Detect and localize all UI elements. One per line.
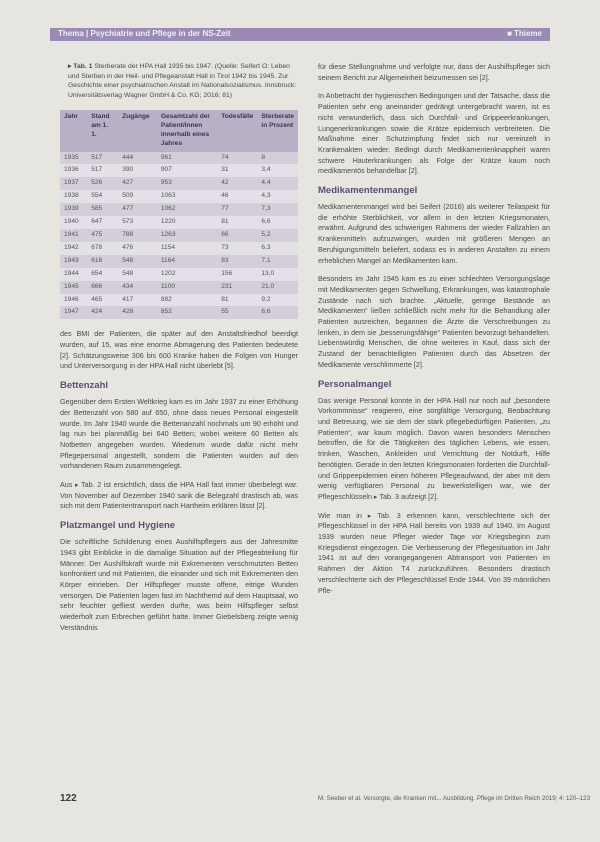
table-cell: 3,4 <box>257 164 298 177</box>
table-cell: 77 <box>217 203 257 216</box>
table-cell: 554 <box>87 190 118 203</box>
right-column <box>318 62 550 604</box>
table-cell: 417 <box>118 294 157 307</box>
table-row <box>60 294 298 307</box>
paragraph: Medikamentenmangel wird bei Seifert (2016) als weiterer Teilaspekt für die erhöhte Sterblichkeit, vor allem in den letzten Kriegsmonaten, erwähnt. Aufgrund des schwierigen Rahmens der wieder Fallzahlen an Krankenmitteln aufzuzwingen, wurden mit größeren Mengen an Beruhigungsmitteln beliefert, sodass es in anderen Anstalten zu einem erheblichen Mangel an Medikamenten kam. <box>318 202 550 265</box>
table-cell: 1939 <box>60 203 87 216</box>
table-cell: 465 <box>87 294 118 307</box>
paragraph: Aus ▸ Tab. 2 ist ersichtlich, dass die HPA Hall fast immer überbelegt war. Von November auf Dezember 1940 sank die Belegzahl drastisch ab, was sich mit dem Patiententransport nach Hartheim erklären lässt [2]. <box>60 480 298 511</box>
table-header-cell: Stand am 1. 1. <box>87 110 118 151</box>
table-cell: 156 <box>217 268 257 281</box>
table-header-cell: Gesamtzahl der Patient/innen innerhalb eines Jahres <box>157 110 217 151</box>
table-cell: 8 <box>257 152 298 165</box>
table-cell: 585 <box>87 203 118 216</box>
table-cell: 573 <box>118 216 157 229</box>
table-row <box>60 152 298 165</box>
table-cell: 1947 <box>60 306 87 319</box>
table-cell: 678 <box>87 242 118 255</box>
table-cell: 1154 <box>157 242 217 255</box>
table-cell: 4,3 <box>257 190 298 203</box>
table-cell: 5,2 <box>257 229 298 242</box>
table-cell: 654 <box>87 268 118 281</box>
table-cell: 428 <box>118 306 157 319</box>
table-cell: 1100 <box>157 281 217 294</box>
table-caption-label: ▸ Tab. 1 <box>68 63 93 70</box>
table-row <box>60 177 298 190</box>
table-row <box>60 203 298 216</box>
table-cell: 1941 <box>60 229 87 242</box>
table-cell: 616 <box>87 255 118 268</box>
table-cell: 526 <box>87 177 118 190</box>
table-header-cell: Jahr <box>60 110 87 151</box>
table-cell: 7,3 <box>257 203 298 216</box>
table-row <box>60 255 298 268</box>
table-row <box>60 229 298 242</box>
table-cell: 1202 <box>157 268 217 281</box>
table-header-cell: Sterberate in Prozent <box>257 110 298 151</box>
paragraph: Gegenüber dem Ersten Weltkrieg kam es im Jahr 1937 zu einer Erhöhung der Bettenzahl von 580 auf 650, ohne dass neues Personal eingestellt wurde. Im Jahr 1940 wurde die Bettenanzahl nochmals um 90 erhöht und lag nun bei planmäßig bei 640 Betten; wobei weitere 60 Betten als Notbetten angegeben wurden. Wiederum wurde dafür nicht mehr Pflegepersonal angestellt, sondern die Patienten wurden auf den vorhandenen Raum zusammengelegt. <box>60 397 298 471</box>
table-cell: 83 <box>217 255 257 268</box>
paragraph: Das wenige Personal konnte in der HPA Hall nur noch auf „besondere Vorkommnisse“ reagieren, eine sorgfältige Versorgung, Beobachtung und Betreuung, wie sie dem der stark pflegebedürftigen Patienten, „zu Patienten“, war kaum möglich. Davon waren besonders Menschen betroffen, die für die Tätigkeiten des täglichen Lebens, wie essen, trinken, Waschen, Ankleiden und Verrichtung der Notdurft, Hilfe benötigten. Gerade in den letzten Kriegsmonaten forderten die Durchfall- und Grippeepidemien einen höheren Pflegeaufwand, der aber mit dem wenig verfügbaren Personal zu bewerkstelligen war, wie der Pflegeschlüsseln ▸ Tab. 3 aufzeigt [2]. <box>318 395 550 501</box>
table-row <box>60 216 298 229</box>
section-heading-medikamentenmangel: Medikamentenmangel <box>318 185 418 197</box>
table-cell: 476 <box>118 242 157 255</box>
table-header-cell: Todesfälle <box>217 110 257 151</box>
table-cell: 1937 <box>60 177 87 190</box>
table-cell: 31 <box>217 164 257 177</box>
table-cell: 9,2 <box>257 294 298 307</box>
table-cell: 1263 <box>157 229 217 242</box>
table-cell: 1935 <box>60 152 87 165</box>
table-cell: 427 <box>118 177 157 190</box>
paragraph: Die schriftliche Schilderung eines Aushilfspflegers aus der Jahresmitte 1943 gibt Einblicke in die damalige Situation auf der Pflegeabteilung für Männer. Der Aushilfskraft wurde mit Exkrementen verschmutzten Betten konfrontiert und mit Patienten, die einander und sich mit Exkrementen den Körper einrieben. Der Hilfspfleger musste offene, eitrige Wunden versorgen. Die Patienten lagen fast im Nachthemd auf dem Hauptsaal, wo sehr feuchter gefliest werden durfte, was beim Hilfspfleger selbst wiederholt zum Erbrechen geführt hatte. Immer Giebelsberg zeigte wenig Verständnis <box>60 537 298 632</box>
table-cell: 231 <box>217 281 257 294</box>
table-cell: 548 <box>118 268 157 281</box>
table-cell: 55 <box>217 306 257 319</box>
table-cell: 852 <box>157 306 217 319</box>
table-cell: 548 <box>118 255 157 268</box>
table-cell: 907 <box>157 164 217 177</box>
table-cell: 434 <box>118 281 157 294</box>
table-cell: 517 <box>87 164 118 177</box>
table-row <box>60 164 298 177</box>
table-cell: 1062 <box>157 203 217 216</box>
table-cell: 424 <box>87 306 118 319</box>
table-body <box>60 152 298 320</box>
table-cell: 1945 <box>60 281 87 294</box>
table-cell: 74 <box>217 152 257 165</box>
header-title: Thema | Psychiatrie und Pflege in der NS-Zeit <box>58 29 231 38</box>
table-cell: 1946 <box>60 294 87 307</box>
table-cell: 1220 <box>157 216 217 229</box>
table-cell: 13,0 <box>257 268 298 281</box>
table-cell: 46 <box>217 190 257 203</box>
table-cell: 81 <box>217 294 257 307</box>
section-heading-personalmangel: Personalmangel <box>318 378 392 390</box>
publisher-text: Thieme <box>513 29 542 38</box>
table-row <box>60 306 298 319</box>
table-cell: 961 <box>157 152 217 165</box>
table-cell: 1940 <box>60 216 87 229</box>
paragraph: des BMI der Patienten, die später auf den Anstaltsfriedhof beerdigt wurden, auf 15, was eine enorme Abmagerung des Patienten bedeutete [2]. Schätzungsweise 306 bis 600 Kranke haben die Folgen von Hunger und Unterversorgung in der HPA Hall nicht überlebt [5]. <box>60 329 298 371</box>
table-cell: 444 <box>118 152 157 165</box>
table-cell: 1942 <box>60 242 87 255</box>
table-cell: 1063 <box>157 190 217 203</box>
paragraph: Wie man in ▸ Tab. 3 erkennen kann, verschlechterte sich der Pflegeschlüssel in der HPA Hall bereits von 1939 auf 1940. Im August 1939 wurden neue Pfleger wieder Tage vor Kriegsbeginn zum Kriegsdienst eingezogen. Die Verbesserung der Pflegesituation im Jahr 1941 ist auf den vorangegangenen Abtransport von Patienten im Rahmen der Aktion T4 zurückzuführen. Besonders drastisch verschlechterte sich der Pflegeschlüssel Ende 1944. Von 39 männlichen Pfle- <box>318 510 550 595</box>
publisher-label <box>507 29 542 38</box>
mortality-table <box>60 110 298 319</box>
table-cell: 6,6 <box>257 216 298 229</box>
table-caption <box>68 62 298 100</box>
table-cell: 6,6 <box>257 306 298 319</box>
table-cell: 390 <box>118 164 157 177</box>
table-cell: 647 <box>87 216 118 229</box>
left-column <box>60 62 298 642</box>
table-row <box>60 268 298 281</box>
paragraph: Besonders im Jahr 1945 kam es zu einer schlechten Versorgungslage mit Medikamenten gegen Schwellung, Erkrankungen, was katastrophale Zustände nach sich brachte. „Aktuelle, geringe Bestände an Medikamenten“ ließen schließlich nicht mehr für die Behandlung aller Patienten ausreichen, begannen die Ärzte die Verschreibungen zu lenken, in dem sie „besserungsfähige“ Patienten bevorzugt behandelten. Liebenswürdig Menschen, die ohne weiteres in Kauf, dass sich der Zustand der benachteiligten Patienten durch das Absetzen der Medikamente verschlimmerte [2]. <box>318 274 550 369</box>
table-caption-text: Sterberate der HPA Hall 1935 bis 1947. (Quelle: Seifert O: Leben und Sterben in der Heil- und Pflegeanstalt Hall in Tirol 1942 bis 1945. Zur Geschichte einer psychiatrischen Anstalt im Nationalsozialismus. Innsbruck: Universitätsverlag Wagner GmbH & Co. KG; 2016: 81) <box>68 63 297 99</box>
table-cell: 1938 <box>60 190 87 203</box>
publisher-logo-icon: ■ <box>507 29 512 38</box>
table-cell: 73 <box>217 242 257 255</box>
page-number: 122 <box>60 793 77 804</box>
table-cell: 1943 <box>60 255 87 268</box>
table-cell: 475 <box>87 229 118 242</box>
table-cell: 509 <box>118 190 157 203</box>
table-cell: 42 <box>217 177 257 190</box>
table-row <box>60 190 298 203</box>
section-heading-bettenzahl: Bettenzahl <box>60 380 109 392</box>
table-cell: 1944 <box>60 268 87 281</box>
table-header-row <box>60 110 298 151</box>
table-header-cell: Zugänge <box>118 110 157 151</box>
table-row <box>60 281 298 294</box>
table-cell: 81 <box>217 216 257 229</box>
table-cell: 788 <box>118 229 157 242</box>
table-cell: 1164 <box>157 255 217 268</box>
table-cell: 7,1 <box>257 255 298 268</box>
table-cell: 882 <box>157 294 217 307</box>
table-cell: 21,0 <box>257 281 298 294</box>
table-cell: 6,3 <box>257 242 298 255</box>
table-cell: 477 <box>118 203 157 216</box>
table-row <box>60 242 298 255</box>
table-cell: 953 <box>157 177 217 190</box>
paragraph: für diese Stellungnahme und verfolgte nur, dass der Aushilfspfleger sich seinem Bericht zur Allgemeinheit beizumessen sei [2]. <box>318 62 550 82</box>
section-heading-platzmangel: Platzmangel und Hygiene <box>60 520 176 532</box>
table-cell: 4,4 <box>257 177 298 190</box>
table-cell: 1936 <box>60 164 87 177</box>
paragraph: In Anbetracht der hygienischen Bedingungen und der Tatsache, dass die Patienten sehr eng aneinander gedrängt untergebracht waren, ist es nicht verwunderlich, dass sich Durchfall- und Grippeerkrankungen, Lungenerkrankungen sowie die Krätze epidemisch verbreiteten. Die Maßnahme einer Schutzimpfung findet sich nur vereinzelt in Krankenakten wieder. Bedingt durch Medikamentenknappheit waren schwere Hauterkrankungen als Folge der Krätze kaum noch medikamentös behandelbar [2]. <box>318 91 550 176</box>
table-cell: 66 <box>217 229 257 242</box>
table-cell: 666 <box>87 281 118 294</box>
header-band <box>50 28 550 41</box>
table-cell: 517 <box>87 152 118 165</box>
footer-citation: M. Seeber et al. Versorgte, die Kranken mit... Ausbildung. Pflege im Dritten Reich 2019; 4: 120–123 <box>318 795 591 802</box>
